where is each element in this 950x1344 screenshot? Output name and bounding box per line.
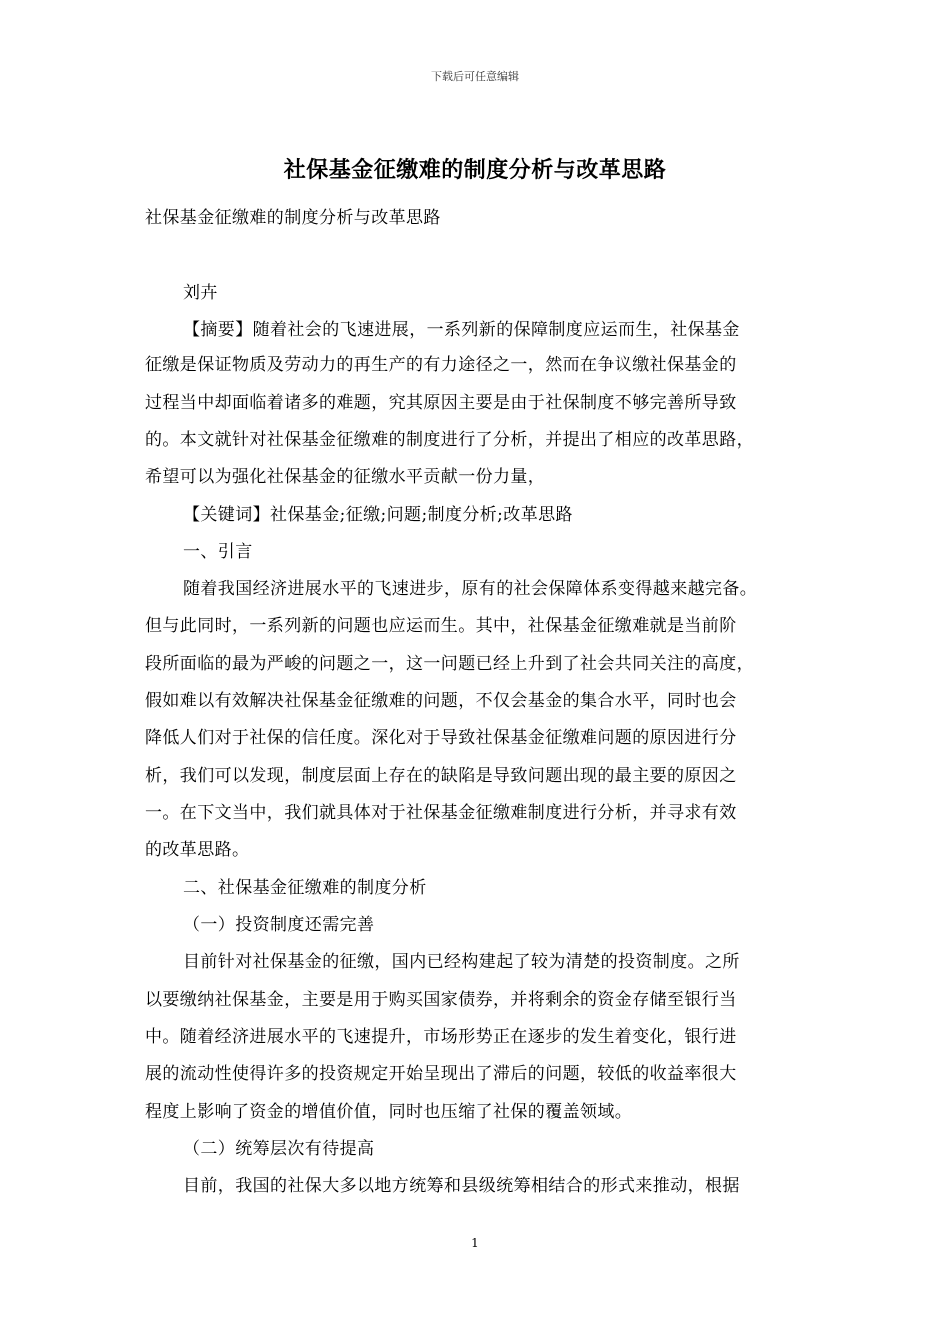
body-line: 但与此同时，一系列新的问题也应运而生。其中，社保基金征缴难就是当前阶 bbox=[145, 616, 737, 636]
body-line: 假如难以有效解决社保基金征缴难的问题，不仅会基金的集合水平，同时也会 bbox=[145, 691, 737, 711]
body-line: 展的流动性使得许多的投资规定开始呈现出了滞后的问题，较低的收益率很大 bbox=[145, 1064, 737, 1084]
abstract-line: 希望可以为强化社保基金的征缴水平贡献一份力量， bbox=[145, 467, 546, 487]
keywords: 【关键词】社保基金;征缴;问题;制度分析;改革思路 bbox=[183, 505, 573, 525]
page-header: 下载后可任意编辑 bbox=[431, 70, 519, 83]
abstract-line: 过程当中却面临着诸多的难题，究其原因主要是由于社保制度不够完善所导致 bbox=[145, 393, 737, 413]
subsection-heading: （二）统筹层次有待提高 bbox=[183, 1139, 375, 1159]
abstract-line: 征缴是保证物质及劳动力的再生产的有力途径之一，然而在争议缴社保基金的 bbox=[145, 355, 737, 375]
body-line: 中。随着经济进展水平的飞速提升，市场形势正在逐步的发生着变化，银行进 bbox=[145, 1027, 737, 1047]
abstract-line: 的。本文就针对社保基金征缴难的制度进行了分析，并提出了相应的改革思路， bbox=[145, 430, 754, 450]
body-line: 随着我国经济进展水平的飞速进步，原有的社会保障体系变得越来越完备。 bbox=[183, 579, 758, 599]
section-heading: 一、引言 bbox=[183, 542, 253, 562]
body-line: 降低人们对于社保的信任度。深化对于导致社保基金征缴难问题的原因进行分 bbox=[145, 728, 737, 748]
body-line: 的改革思路。 bbox=[145, 840, 250, 860]
body-line: 目前针对社保基金的征缴，国内已经构建起了较为清楚的投资制度。之所 bbox=[183, 952, 740, 972]
body-line: 一。在下文当中，我们就具体对于社保基金征缴难制度进行分析，并寻求有效 bbox=[145, 803, 737, 823]
document-title: 社保基金征缴难的制度分析与改革思路 bbox=[283, 157, 667, 183]
body-line: 段所面临的最为严峻的问题之一，这一问题已经上升到了社会共同关注的高度， bbox=[145, 654, 754, 674]
body-line: 以要缴纳社保基金，主要是用于购买国家债券，并将剩余的资金存储至银行当 bbox=[145, 990, 737, 1010]
author: 刘卉 bbox=[183, 283, 218, 303]
body-line: 目前，我国的社保大多以地方统筹和县级统筹相结合的形式来推动，根据 bbox=[183, 1176, 740, 1196]
abstract-line: 【摘要】随着社会的飞速进展，一系列新的保障制度应运而生，社保基金 bbox=[183, 320, 740, 340]
body-line: 析，我们可以发现，制度层面上存在的缺陷是导致问题出现的最主要的原因之 bbox=[145, 766, 737, 786]
body-line: 程度上影响了资金的增值价值，同时也压缩了社保的覆盖领域。 bbox=[145, 1102, 633, 1122]
section-heading: 二、社保基金征缴难的制度分析 bbox=[183, 878, 427, 898]
subtitle-line: 社保基金征缴难的制度分析与改革思路 bbox=[145, 208, 441, 228]
page-number: 1 bbox=[471, 1236, 479, 1250]
subsection-heading: （一）投资制度还需完善 bbox=[183, 915, 375, 935]
